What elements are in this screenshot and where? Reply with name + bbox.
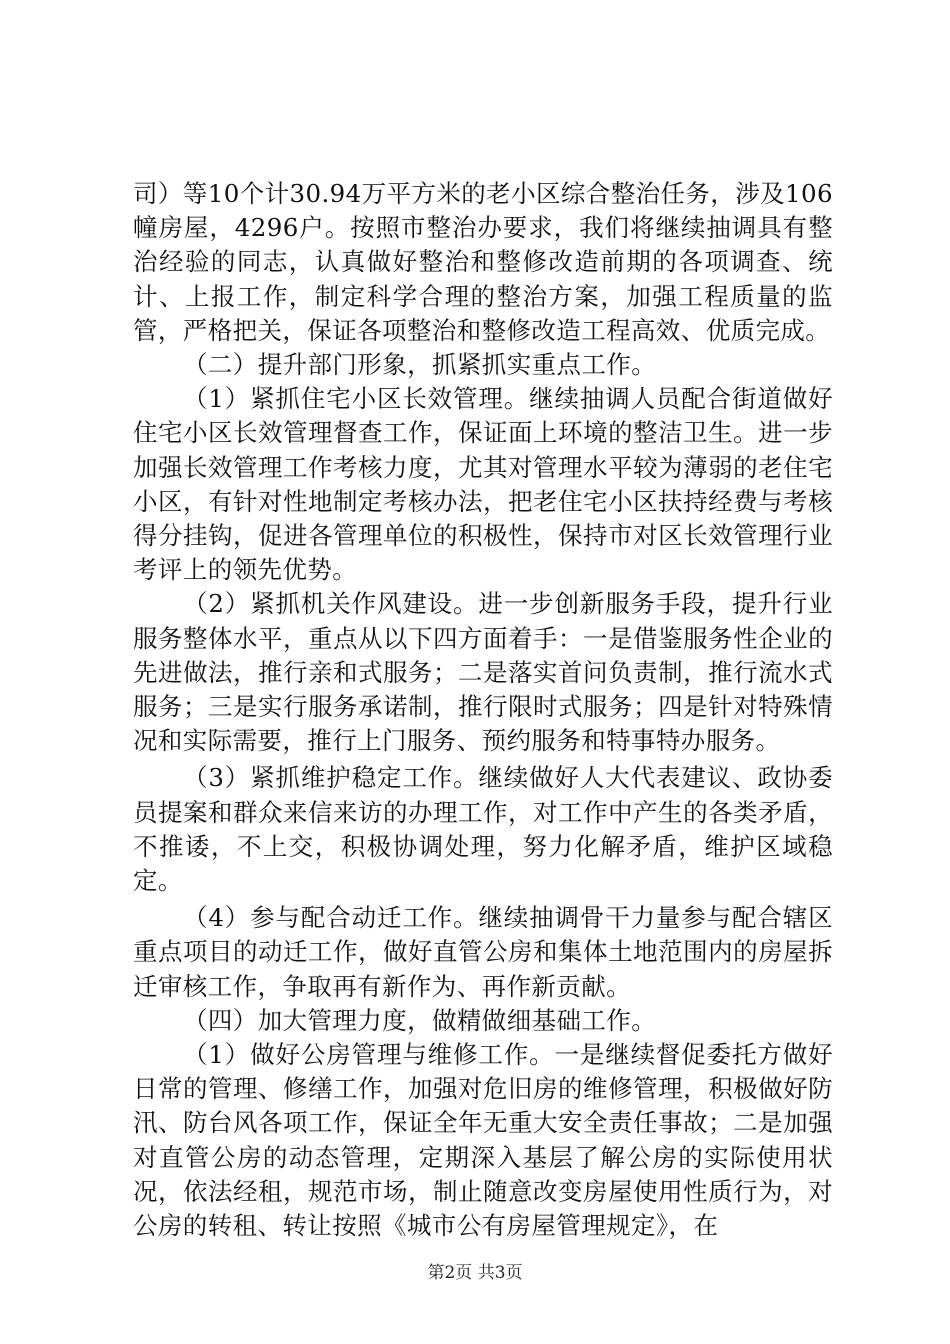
paragraph-item-1: （1）紧抓住宅小区长效管理。继续抽调人员配合街道做好住宅小区长效管理督查工作，保证面上环境的整洁卫生。进一步加强长效管理工作考核力度，尤其对管理水平较为薄弱的老住宅小区，有针对性地制定考核办法，把老住宅小区扶持经费与考核得分挂钩，促进各管理单位的积极性，保持市对区长效管理行业考评上的领先优势。	[133, 384, 833, 585]
page-number-footer: 第2页 共3页	[427, 1263, 523, 1283]
document-body	[133, 177, 833, 1243]
section-heading-two: （二）提升部门形象，抓紧抓实重点工作。	[183, 350, 657, 380]
paragraph-maintenance: （1）做好公房管理与维修工作。一是继续督促委托方做好日常的管理、修缮工作，加强对危旧房的维修管理，积极做好防汛、防台风各项工作，保证全年无重大安全责任事故；二是加强对直管公房的动态管理，定期深入基层了解公房的实际使用状况，依法经租，规范市场，制止随意改变房屋使用性质行为，对公房的转租、转让按照《城市公有房屋管理规定》，在	[133, 1040, 833, 1241]
paragraph-item-2: （2）紧抓机关作风建设。进一步创新服务手段，提升行业服务整体水平，重点从以下四方面着手：一是借鉴服务性企业的先进做法，推行亲和式服务；二是落实首问负责制，推行流水式服务；三是实行服务承诺制，推行限时式服务；四是针对特殊情况和实际需要，推行上门服务、预约服务和特事特办服务。	[133, 589, 833, 756]
paragraph-continuation: 司）等10个计30.94万平方米的老小区综合整治任务，涉及106幢房屋，4296户。按照市整治办要求，我们将继续抽调具有整治经验的同志，认真做好整治和整修改造前期的各项调查、统计、上报工作，制定科学合理的整治方案，加强工程质量的监管，严格把关，保证各项整治和整修改造工程高效、优质完成。	[133, 179, 833, 345]
paragraph-item-3: （3）紧抓维护稳定工作。继续做好人大代表建议、政协委员提案和群众来信来访的办理工作，对工作中产生的各类矛盾，不推诿，不上交，积极协调处理，努力化解矛盾，维护区域稳定。	[133, 763, 833, 896]
paragraph-item-4: （4）参与配合动迁工作。继续抽调骨干力量参与配合辖区重点项目的动迁工作，做好直管公房和集体土地范围内的房屋拆迁审核工作，争取再有新作为、再作新贡献。	[133, 903, 833, 1001]
section-heading-four: （四）加大管理力度，做精做细基础工作。	[183, 1005, 657, 1035]
